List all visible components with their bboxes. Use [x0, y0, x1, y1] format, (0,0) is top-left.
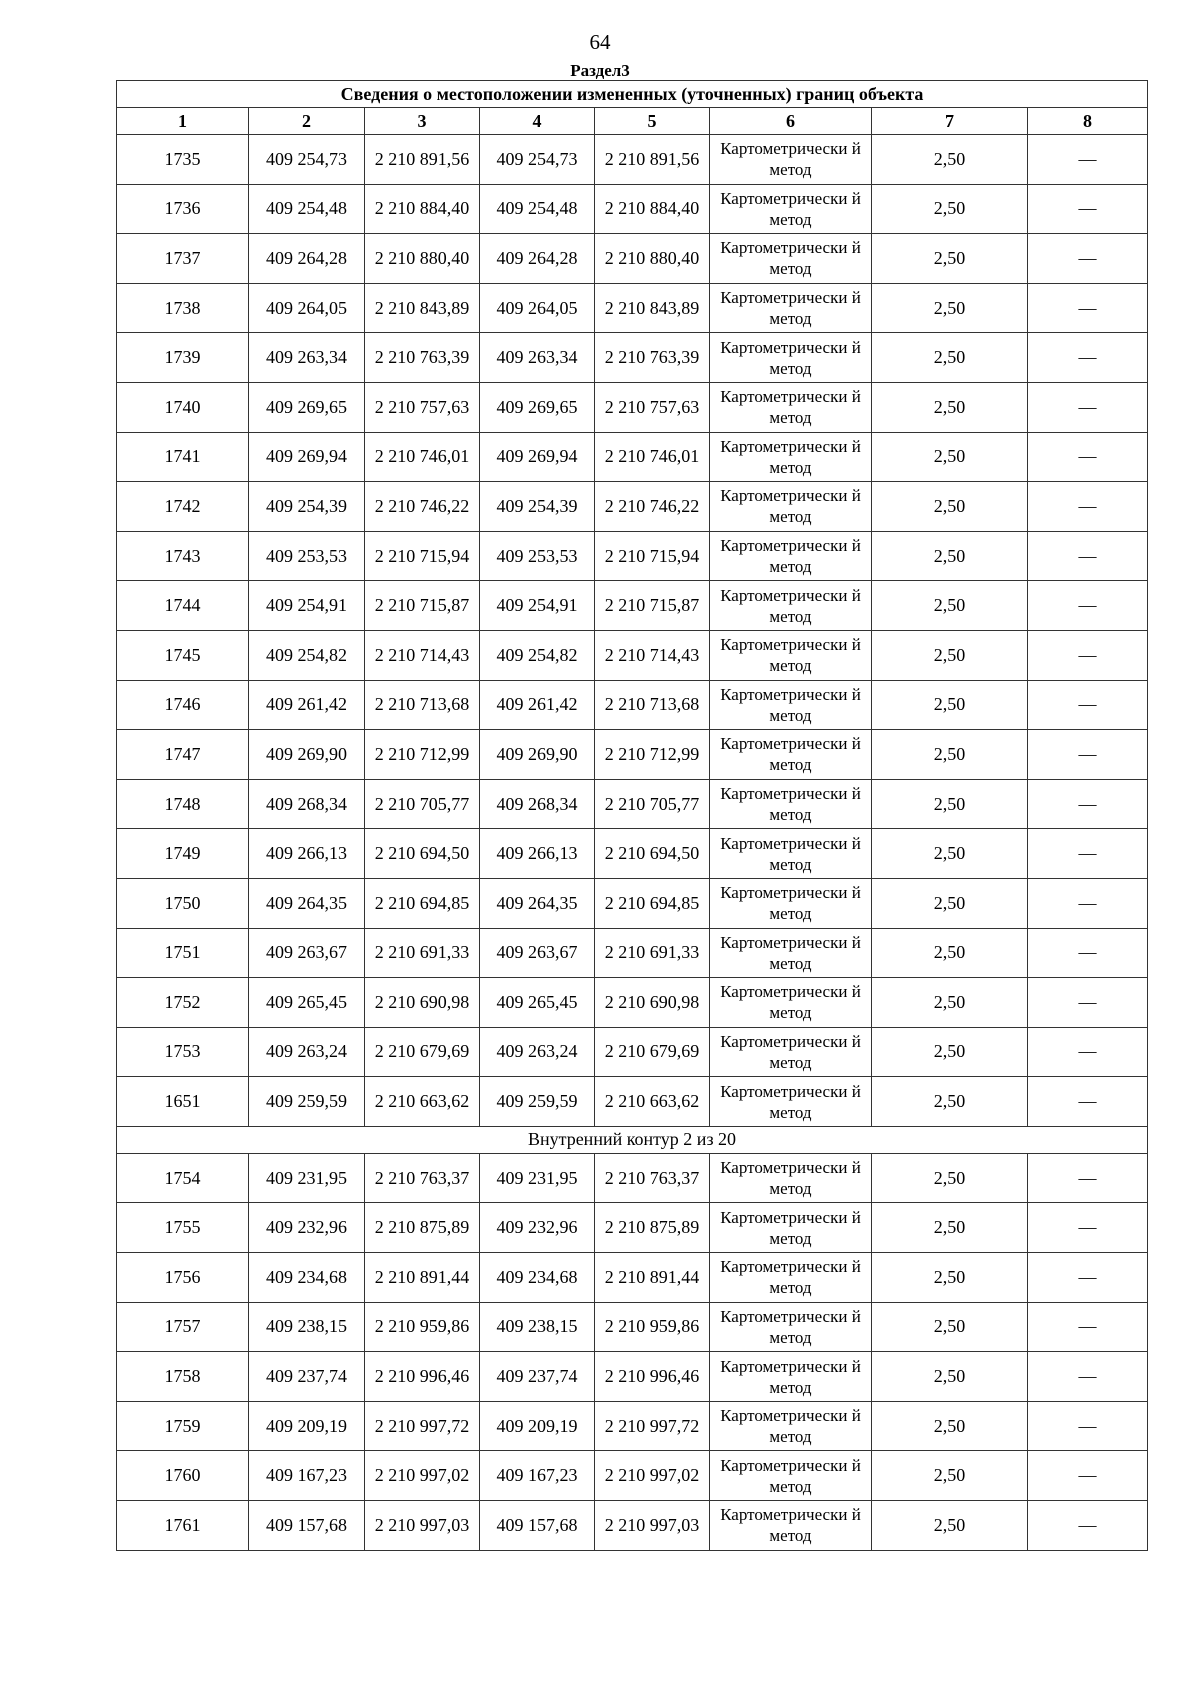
page-number: 64 — [589, 30, 611, 54]
x-coord-new-cell: 409 209,19 — [480, 1401, 595, 1451]
x-coord-new-cell: 409 264,05 — [480, 283, 595, 333]
x-coord-new-cell: 409 269,94 — [480, 432, 595, 482]
table-row — [117, 234, 1148, 284]
y-coord-old-cell: 2 210 997,02 — [365, 1451, 480, 1501]
point-number-cell: 1759 — [117, 1401, 249, 1451]
description-cell — [1028, 283, 1148, 333]
x-coord-old-cell: 409 265,45 — [249, 978, 365, 1028]
method-cell: Картометрически й метод — [710, 581, 872, 631]
x-coord-old-cell: 409 263,67 — [249, 928, 365, 978]
description-cell — [1028, 382, 1148, 432]
method-cell: Картометрически й метод — [710, 978, 872, 1028]
accuracy-cell: 2,50 — [872, 680, 1028, 730]
dash-mark: — — [1078, 1316, 1097, 1337]
dash-mark: — — [1078, 793, 1097, 814]
y-coord-old-cell: 2 210 691,33 — [365, 928, 480, 978]
accuracy-cell: 2,50 — [872, 1302, 1028, 1352]
x-coord-new-cell: 409 263,67 — [480, 928, 595, 978]
y-coord-new-cell: 2 210 712,99 — [595, 730, 710, 780]
x-coord-new-cell: 409 266,13 — [480, 829, 595, 879]
contour-label: Внутренний контур 2 из 20 — [117, 1126, 1148, 1153]
x-coord-old-cell: 409 167,23 — [249, 1451, 365, 1501]
y-coord-old-cell: 2 210 880,40 — [365, 234, 480, 284]
accuracy-cell: 2,50 — [872, 283, 1028, 333]
dash-mark: — — [1078, 247, 1097, 268]
y-coord-new-cell: 2 210 694,85 — [595, 878, 710, 928]
description-cell — [1028, 1253, 1148, 1303]
dash-mark: — — [1078, 743, 1097, 764]
table-row — [117, 978, 1148, 1028]
accuracy-cell: 2,50 — [872, 234, 1028, 284]
dash-mark: — — [1078, 942, 1097, 963]
accuracy-cell: 2,50 — [872, 333, 1028, 383]
accuracy-cell: 2,50 — [872, 1077, 1028, 1127]
dash-mark: — — [1078, 1366, 1097, 1387]
table-row — [117, 779, 1148, 829]
y-coord-old-cell: 2 210 663,62 — [365, 1077, 480, 1127]
table-title: Сведения о местоположении измененных (уточненных) границ объекта — [117, 81, 1148, 108]
dash-mark: — — [1078, 148, 1097, 169]
x-coord-new-cell: 409 263,34 — [480, 333, 595, 383]
x-coord-new-cell: 409 265,45 — [480, 978, 595, 1028]
column-number-5: 5 — [595, 108, 710, 135]
method-cell: Картометрически й метод — [710, 1253, 872, 1303]
x-coord-old-cell: 409 269,65 — [249, 382, 365, 432]
description-cell — [1028, 531, 1148, 581]
table-row — [117, 333, 1148, 383]
column-number-3: 3 — [365, 108, 480, 135]
method-cell: Картометрически й метод — [710, 1077, 872, 1127]
x-coord-new-cell: 409 238,15 — [480, 1302, 595, 1352]
description-cell — [1028, 184, 1148, 234]
description-cell — [1028, 1352, 1148, 1402]
accuracy-cell: 2,50 — [872, 1401, 1028, 1451]
y-coord-old-cell: 2 210 891,56 — [365, 135, 480, 185]
dash-mark: — — [1078, 1514, 1097, 1535]
table-row — [117, 482, 1148, 532]
point-number-cell: 1739 — [117, 333, 249, 383]
column-number-6: 6 — [710, 108, 872, 135]
x-coord-old-cell: 409 263,24 — [249, 1027, 365, 1077]
y-coord-new-cell: 2 210 763,39 — [595, 333, 710, 383]
y-coord-old-cell: 2 210 714,43 — [365, 630, 480, 680]
y-coord-old-cell: 2 210 715,87 — [365, 581, 480, 631]
method-cell: Картометрически й метод — [710, 482, 872, 532]
method-cell: Картометрически й метод — [710, 1153, 872, 1203]
y-coord-new-cell: 2 210 746,01 — [595, 432, 710, 482]
point-number-cell: 1749 — [117, 829, 249, 879]
y-coord-new-cell: 2 210 843,89 — [595, 283, 710, 333]
method-cell: Картометрически й метод — [710, 1401, 872, 1451]
description-cell — [1028, 829, 1148, 879]
accuracy-cell: 2,50 — [872, 1153, 1028, 1203]
description-cell — [1028, 482, 1148, 532]
point-number-cell: 1761 — [117, 1501, 249, 1551]
contour-row — [117, 1126, 1148, 1153]
table-row — [117, 829, 1148, 879]
x-coord-new-cell: 409 269,65 — [480, 382, 595, 432]
column-number-8: 8 — [1028, 108, 1148, 135]
table-row — [117, 680, 1148, 730]
dash-mark: — — [1078, 396, 1097, 417]
y-coord-new-cell: 2 210 891,56 — [595, 135, 710, 185]
point-number-cell: 1756 — [117, 1253, 249, 1303]
description-cell — [1028, 432, 1148, 482]
point-number-cell: 1740 — [117, 382, 249, 432]
accuracy-cell: 2,50 — [872, 1253, 1028, 1303]
x-coord-old-cell: 409 232,96 — [249, 1203, 365, 1253]
point-number-cell: 1736 — [117, 184, 249, 234]
dash-mark: — — [1078, 1266, 1097, 1287]
accuracy-cell: 2,50 — [872, 1203, 1028, 1253]
y-coord-old-cell: 2 210 715,94 — [365, 531, 480, 581]
table-row — [117, 1401, 1148, 1451]
y-coord-old-cell: 2 210 679,69 — [365, 1027, 480, 1077]
y-coord-new-cell: 2 210 880,40 — [595, 234, 710, 284]
description-cell — [1028, 1302, 1148, 1352]
dash-mark: — — [1078, 347, 1097, 368]
description-cell — [1028, 1153, 1148, 1203]
description-cell — [1028, 630, 1148, 680]
x-coord-old-cell: 409 268,34 — [249, 779, 365, 829]
description-cell — [1028, 680, 1148, 730]
method-cell: Картометрически й метод — [710, 730, 872, 780]
y-coord-new-cell: 2 210 959,86 — [595, 1302, 710, 1352]
dash-mark: — — [1078, 1217, 1097, 1238]
table-row — [117, 135, 1148, 185]
point-number-cell: 1757 — [117, 1302, 249, 1352]
table-row — [117, 630, 1148, 680]
accuracy-cell: 2,50 — [872, 1501, 1028, 1551]
dash-mark: — — [1078, 843, 1097, 864]
method-cell: Картометрически й метод — [710, 1203, 872, 1253]
x-coord-old-cell: 409 269,90 — [249, 730, 365, 780]
table-row — [117, 1203, 1148, 1253]
dash-mark: — — [1078, 1041, 1097, 1062]
point-number-cell: 1746 — [117, 680, 249, 730]
method-cell: Картометрически й метод — [710, 333, 872, 383]
description-cell — [1028, 1027, 1148, 1077]
description-cell — [1028, 1451, 1148, 1501]
method-cell: Картометрически й метод — [710, 779, 872, 829]
table-row — [117, 1027, 1148, 1077]
x-coord-old-cell: 409 264,35 — [249, 878, 365, 928]
description-cell — [1028, 730, 1148, 780]
method-cell: Картометрически й метод — [710, 829, 872, 879]
y-coord-old-cell: 2 210 843,89 — [365, 283, 480, 333]
point-number-cell: 1744 — [117, 581, 249, 631]
dash-mark: — — [1078, 644, 1097, 665]
description-cell — [1028, 779, 1148, 829]
method-cell: Картометрически й метод — [710, 928, 872, 978]
table-row — [117, 283, 1148, 333]
x-coord-old-cell: 409 259,59 — [249, 1077, 365, 1127]
method-cell: Картометрически й метод — [710, 680, 872, 730]
description-cell — [1028, 1501, 1148, 1551]
method-cell: Картометрически й метод — [710, 1027, 872, 1077]
x-coord-new-cell: 409 269,90 — [480, 730, 595, 780]
x-coord-new-cell: 409 157,68 — [480, 1501, 595, 1551]
description-cell — [1028, 978, 1148, 1028]
point-number-cell: 1751 — [117, 928, 249, 978]
y-coord-old-cell: 2 210 713,68 — [365, 680, 480, 730]
y-coord-old-cell: 2 210 997,03 — [365, 1501, 480, 1551]
x-coord-new-cell: 409 253,53 — [480, 531, 595, 581]
x-coord-old-cell: 409 269,94 — [249, 432, 365, 482]
description-cell — [1028, 1203, 1148, 1253]
x-coord-old-cell: 409 253,53 — [249, 531, 365, 581]
x-coord-old-cell: 409 261,42 — [249, 680, 365, 730]
description-cell — [1028, 135, 1148, 185]
accuracy-cell: 2,50 — [872, 928, 1028, 978]
y-coord-new-cell: 2 210 694,50 — [595, 829, 710, 879]
dash-mark: — — [1078, 297, 1097, 318]
x-coord-new-cell: 409 232,96 — [480, 1203, 595, 1253]
point-number-cell: 1742 — [117, 482, 249, 532]
accuracy-cell: 2,50 — [872, 878, 1028, 928]
accuracy-cell: 2,50 — [872, 531, 1028, 581]
table-body — [117, 135, 1148, 1551]
description-cell — [1028, 928, 1148, 978]
y-coord-new-cell: 2 210 663,62 — [595, 1077, 710, 1127]
x-coord-new-cell: 409 167,23 — [480, 1451, 595, 1501]
x-coord-old-cell: 409 209,19 — [249, 1401, 365, 1451]
method-cell: Картометрически й метод — [710, 234, 872, 284]
x-coord-old-cell: 409 237,74 — [249, 1352, 365, 1402]
table-row — [117, 1253, 1148, 1303]
accuracy-cell: 2,50 — [872, 382, 1028, 432]
point-number-cell: 1760 — [117, 1451, 249, 1501]
method-cell: Картометрически й метод — [710, 1501, 872, 1551]
accuracy-cell: 2,50 — [872, 1451, 1028, 1501]
x-coord-new-cell: 409 234,68 — [480, 1253, 595, 1303]
accuracy-cell: 2,50 — [872, 779, 1028, 829]
dash-mark: — — [1078, 545, 1097, 566]
method-cell: Картометрически й метод — [710, 283, 872, 333]
accuracy-cell: 2,50 — [872, 630, 1028, 680]
method-cell: Картометрически й метод — [710, 1302, 872, 1352]
point-number-cell: 1651 — [117, 1077, 249, 1127]
point-number-cell: 1748 — [117, 779, 249, 829]
point-number-cell: 1747 — [117, 730, 249, 780]
y-coord-new-cell: 2 210 996,46 — [595, 1352, 710, 1402]
y-coord-new-cell: 2 210 715,94 — [595, 531, 710, 581]
table-row — [117, 432, 1148, 482]
x-coord-new-cell: 409 261,42 — [480, 680, 595, 730]
x-coord-new-cell: 409 263,24 — [480, 1027, 595, 1077]
column-number-2: 2 — [249, 108, 365, 135]
y-coord-old-cell: 2 210 746,01 — [365, 432, 480, 482]
column-number-1: 1 — [117, 108, 249, 135]
x-coord-old-cell: 409 238,15 — [249, 1302, 365, 1352]
accuracy-cell: 2,50 — [872, 730, 1028, 780]
dash-mark: — — [1078, 1465, 1097, 1486]
accuracy-cell: 2,50 — [872, 482, 1028, 532]
method-cell: Картометрически й метод — [710, 1352, 872, 1402]
column-number-7: 7 — [872, 108, 1028, 135]
method-cell: Картометрически й метод — [710, 382, 872, 432]
method-cell: Картометрически й метод — [710, 184, 872, 234]
point-number-cell: 1743 — [117, 531, 249, 581]
y-coord-old-cell: 2 210 690,98 — [365, 978, 480, 1028]
method-cell: Картометрически й метод — [710, 630, 872, 680]
x-coord-new-cell: 409 264,28 — [480, 234, 595, 284]
table-row — [117, 730, 1148, 780]
x-coord-old-cell: 409 264,28 — [249, 234, 365, 284]
y-coord-new-cell: 2 210 875,89 — [595, 1203, 710, 1253]
dash-mark: — — [1078, 446, 1097, 467]
x-coord-old-cell: 409 254,82 — [249, 630, 365, 680]
x-coord-old-cell: 409 254,91 — [249, 581, 365, 631]
x-coord-old-cell: 409 231,95 — [249, 1153, 365, 1203]
point-number-cell: 1754 — [117, 1153, 249, 1203]
x-coord-new-cell: 409 254,73 — [480, 135, 595, 185]
method-cell: Картометрически й метод — [710, 432, 872, 482]
dash-mark: — — [1078, 198, 1097, 219]
x-coord-old-cell: 409 254,73 — [249, 135, 365, 185]
y-coord-new-cell: 2 210 997,03 — [595, 1501, 710, 1551]
x-coord-new-cell: 409 254,82 — [480, 630, 595, 680]
point-number-cell: 1735 — [117, 135, 249, 185]
x-coord-new-cell: 409 268,34 — [480, 779, 595, 829]
y-coord-new-cell: 2 210 763,37 — [595, 1153, 710, 1203]
x-coord-old-cell: 409 264,05 — [249, 283, 365, 333]
point-number-cell: 1750 — [117, 878, 249, 928]
y-coord-new-cell: 2 210 746,22 — [595, 482, 710, 532]
table-row — [117, 928, 1148, 978]
y-coord-new-cell: 2 210 691,33 — [595, 928, 710, 978]
accuracy-cell: 2,50 — [872, 978, 1028, 1028]
point-number-cell: 1745 — [117, 630, 249, 680]
table-row — [117, 878, 1148, 928]
x-coord-new-cell: 409 254,48 — [480, 184, 595, 234]
table-row — [117, 1352, 1148, 1402]
x-coord-new-cell: 409 259,59 — [480, 1077, 595, 1127]
point-number-cell: 1755 — [117, 1203, 249, 1253]
accuracy-cell: 2,50 — [872, 432, 1028, 482]
y-coord-new-cell: 2 210 891,44 — [595, 1253, 710, 1303]
y-coord-new-cell: 2 210 713,68 — [595, 680, 710, 730]
table-row — [117, 184, 1148, 234]
method-cell: Картометрически й метод — [710, 878, 872, 928]
x-coord-old-cell: 409 254,39 — [249, 482, 365, 532]
dash-mark: — — [1078, 1091, 1097, 1112]
x-coord-old-cell: 409 254,48 — [249, 184, 365, 234]
point-number-cell: 1737 — [117, 234, 249, 284]
boundary-coordinates-table — [116, 80, 1148, 1551]
y-coord-old-cell: 2 210 763,39 — [365, 333, 480, 383]
x-coord-old-cell: 409 266,13 — [249, 829, 365, 879]
accuracy-cell: 2,50 — [872, 1352, 1028, 1402]
accuracy-cell: 2,50 — [872, 184, 1028, 234]
dash-mark: — — [1078, 1415, 1097, 1436]
column-number-row — [117, 108, 1148, 135]
dash-mark: — — [1078, 991, 1097, 1012]
point-number-cell: 1741 — [117, 432, 249, 482]
table-row — [117, 1451, 1148, 1501]
y-coord-new-cell: 2 210 679,69 — [595, 1027, 710, 1077]
point-number-cell: 1752 — [117, 978, 249, 1028]
y-coord-new-cell: 2 210 884,40 — [595, 184, 710, 234]
table-row — [117, 531, 1148, 581]
dash-mark: — — [1078, 595, 1097, 616]
description-cell — [1028, 1401, 1148, 1451]
y-coord-new-cell: 2 210 997,02 — [595, 1451, 710, 1501]
table-row — [117, 1077, 1148, 1127]
y-coord-old-cell: 2 210 875,89 — [365, 1203, 480, 1253]
table-row — [117, 1153, 1148, 1203]
method-cell: Картометрически й метод — [710, 531, 872, 581]
table-row — [117, 1501, 1148, 1551]
point-number-cell: 1753 — [117, 1027, 249, 1077]
table-row — [117, 1302, 1148, 1352]
point-number-cell: 1738 — [117, 283, 249, 333]
x-coord-old-cell: 409 234,68 — [249, 1253, 365, 1303]
y-coord-new-cell: 2 210 757,63 — [595, 382, 710, 432]
y-coord-old-cell: 2 210 997,72 — [365, 1401, 480, 1451]
x-coord-old-cell: 409 157,68 — [249, 1501, 365, 1551]
y-coord-old-cell: 2 210 757,63 — [365, 382, 480, 432]
x-coord-new-cell: 409 254,91 — [480, 581, 595, 631]
y-coord-old-cell: 2 210 763,37 — [365, 1153, 480, 1203]
y-coord-old-cell: 2 210 959,86 — [365, 1302, 480, 1352]
description-cell — [1028, 581, 1148, 631]
accuracy-cell: 2,50 — [872, 829, 1028, 879]
accuracy-cell: 2,50 — [872, 581, 1028, 631]
y-coord-new-cell: 2 210 715,87 — [595, 581, 710, 631]
dash-mark: — — [1078, 892, 1097, 913]
section-title: Раздел3 — [570, 61, 630, 80]
description-cell — [1028, 1077, 1148, 1127]
description-cell — [1028, 878, 1148, 928]
y-coord-old-cell: 2 210 996,46 — [365, 1352, 480, 1402]
description-cell — [1028, 333, 1148, 383]
y-coord-new-cell: 2 210 705,77 — [595, 779, 710, 829]
table-row — [117, 382, 1148, 432]
accuracy-cell: 2,50 — [872, 135, 1028, 185]
y-coord-old-cell: 2 210 746,22 — [365, 482, 480, 532]
table-row — [117, 581, 1148, 631]
point-number-cell: 1758 — [117, 1352, 249, 1402]
accuracy-cell: 2,50 — [872, 1027, 1028, 1077]
y-coord-old-cell: 2 210 705,77 — [365, 779, 480, 829]
dash-mark: — — [1078, 694, 1097, 715]
y-coord-old-cell: 2 210 694,50 — [365, 829, 480, 879]
dash-mark: — — [1078, 495, 1097, 516]
x-coord-new-cell: 409 264,35 — [480, 878, 595, 928]
x-coord-new-cell: 409 231,95 — [480, 1153, 595, 1203]
column-number-4: 4 — [480, 108, 595, 135]
y-coord-old-cell: 2 210 891,44 — [365, 1253, 480, 1303]
dash-mark: — — [1078, 1167, 1097, 1188]
y-coord-new-cell: 2 210 714,43 — [595, 630, 710, 680]
x-coord-new-cell: 409 254,39 — [480, 482, 595, 532]
method-cell: Картометрически й метод — [710, 1451, 872, 1501]
method-cell: Картометрически й метод — [710, 135, 872, 185]
y-coord-old-cell: 2 210 712,99 — [365, 730, 480, 780]
y-coord-old-cell: 2 210 694,85 — [365, 878, 480, 928]
description-cell — [1028, 234, 1148, 284]
x-coord-new-cell: 409 237,74 — [480, 1352, 595, 1402]
y-coord-old-cell: 2 210 884,40 — [365, 184, 480, 234]
y-coord-new-cell: 2 210 690,98 — [595, 978, 710, 1028]
y-coord-new-cell: 2 210 997,72 — [595, 1401, 710, 1451]
x-coord-old-cell: 409 263,34 — [249, 333, 365, 383]
